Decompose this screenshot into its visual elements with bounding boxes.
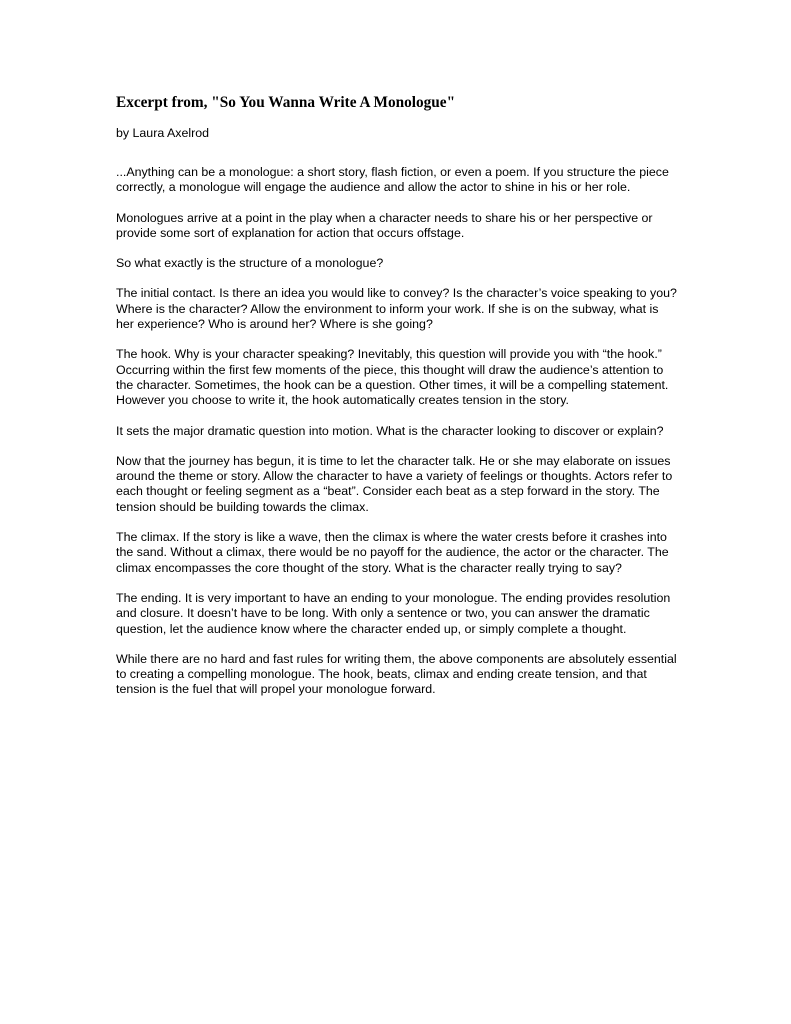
paragraph-initial-contact: The initial contact. Is there an idea you would like to convey? Is the character’s voice speaking to you? Where is the character? Allow the environment to inform your work. If she is on the subway, what is her experience? Who is around her? Where is she going? xyxy=(116,286,677,332)
paragraph-journey: Now that the journey has begun, it is time to let the character talk. He or she may elaborate on issues around the theme or story. Allow the character to have a variety of feelings or thoughts. Actors refer to each thought or feeling segment as a “beat”. Consider each beat as a step forward in the story. The tension should be building towards the climax. xyxy=(116,453,673,514)
paragraph-conclusion: While there are no hard and fast rules for writing them, the above components are absolutely essential to creating a compelling monologue. The hook, beats, climax and ending create tension, and that tension is the fuel that will propel your monologue forward. xyxy=(116,651,677,697)
paragraph-arrival: Monologues arrive at a point in the play when a character needs to share his or her perspective or provide some sort of explanation for action that occurs offstage. xyxy=(116,210,653,240)
paragraph-ending: The ending. It is very important to have an ending to your monologue. The ending provides resolution and closure. It doesn’t have to be long. With only a sentence or two, you can answer the dramatic question, let the audience know where the character ended up, or simply complete a thought. xyxy=(116,590,671,636)
paragraph-climax: The climax. If the story is like a wave, then the climax is where the water crests before it crashes into the sand. Without a climax, there would be no payoff for the audience, the actor or the character. The climax encompasses the core thought of the story. What is the character really trying to say? xyxy=(116,530,669,575)
document-body xyxy=(116,165,678,698)
paragraph-dramatic-question: It sets the major dramatic question into motion. What is the character looking to discover or explain? xyxy=(116,423,664,438)
document-page xyxy=(116,93,678,713)
author-byline: by Laura Axelrod xyxy=(116,126,209,140)
paragraph-hook: The hook. Why is your character speaking? Inevitably, this question will provide you with “the hook.” Occurring within the first few moments of the piece, this thought will draw the audience’s attention to the character. Sometimes, the hook can be a question. Other times, it will be a compelling statement. However you choose to write it, the hook automatically creates tension in the story. xyxy=(116,347,669,408)
document-title: Excerpt from, "So You Wanna Write A Monologue" xyxy=(116,94,456,111)
paragraph-intro: ...Anything can be a monologue: a short story, flash fiction, or even a poem. If you structure the piece correctly, a monologue will engage the audience and allow the actor to shine in his or her role. xyxy=(116,165,669,195)
paragraph-structure-question: So what exactly is the structure of a monologue? xyxy=(116,256,384,271)
